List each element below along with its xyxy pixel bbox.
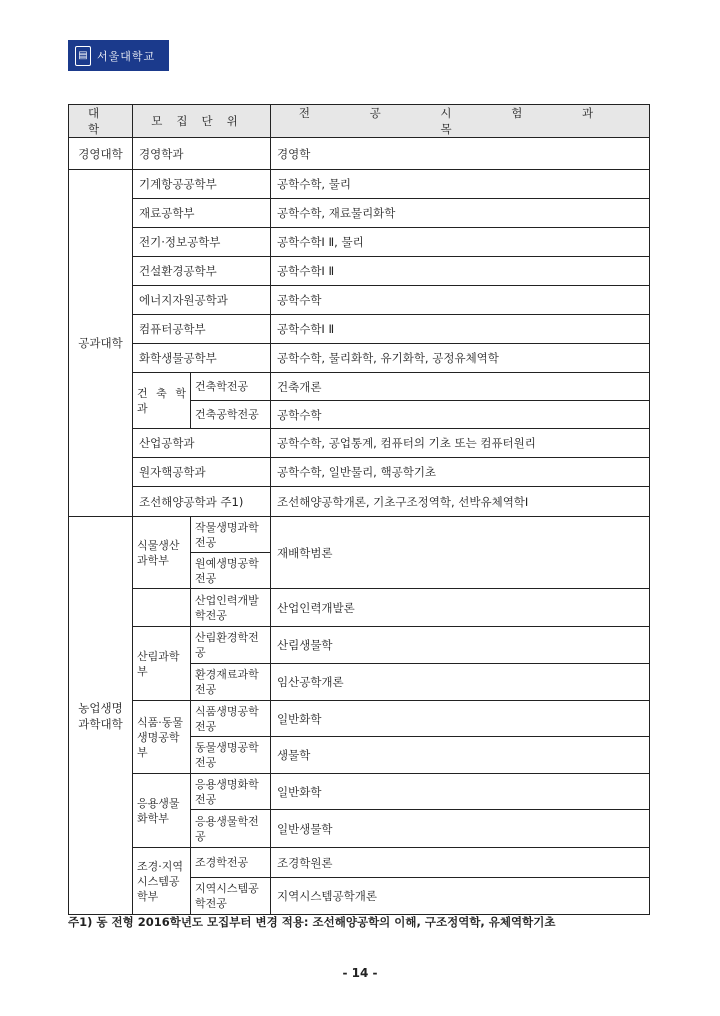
- subjects-cell: 공학수학, 물리화학, 유기화학, 공정유체역학: [271, 344, 650, 373]
- subjects-cell: 임산공학개론: [271, 664, 650, 701]
- college-cell: 경영대학: [69, 138, 133, 170]
- unit-cell: 작물생명과학전공: [191, 517, 271, 553]
- table-row: [69, 848, 650, 878]
- unit-cell: 건축학전공: [191, 373, 271, 401]
- unit-cell: 조선해양공학과 주1): [133, 487, 271, 517]
- unit-cell: 경영학과: [133, 138, 271, 170]
- unit-cell: 재료공학부: [133, 199, 271, 228]
- table-row: [69, 429, 650, 458]
- unit-cell: 산업인력개발학전공: [191, 589, 271, 627]
- subjects-cell: 재배학범론: [271, 517, 650, 589]
- university-logo: [68, 40, 169, 71]
- unit-cell: 전기·정보공학부: [133, 228, 271, 257]
- unit-cell: 건설환경공학부: [133, 257, 271, 286]
- unit-cell: 에너지자원공학과: [133, 286, 271, 315]
- table-row: [69, 517, 650, 553]
- dept-cell: 산림과학부: [133, 627, 191, 701]
- unit-cell: 원자핵공학과: [133, 458, 271, 487]
- subjects-cell: 공학수학Ⅰ Ⅱ: [271, 315, 650, 344]
- subjects-cell: 경영학: [271, 138, 650, 170]
- university-emblem-icon: ▤: [75, 46, 91, 66]
- unit-cell: 조경학전공: [191, 848, 271, 878]
- dept-cell: 식물생산과학부: [133, 517, 191, 589]
- table-row: [69, 627, 650, 664]
- unit-cell: 환경재료과학전공: [191, 664, 271, 701]
- header-college: 대 학: [69, 105, 133, 138]
- table-row: [69, 199, 650, 228]
- unit-cell: 동물생명공학전공: [191, 737, 271, 774]
- table-row: [69, 257, 650, 286]
- college-cell: 농업생명과학대학: [69, 517, 133, 915]
- subjects-cell: 공학수학, 물리: [271, 170, 650, 199]
- subjects-cell: 조선해양공학개론, 기초구조정역학, 선박유체역학Ⅰ: [271, 487, 650, 517]
- unit-cell: 건축공학전공: [191, 401, 271, 429]
- unit-cell: 산업공학과: [133, 429, 271, 458]
- footnote: 주1) 동 전형 2016학년도 모집부터 변경 적용: 조선해양공학의 이해, 구조정역학, 유체역학기초: [68, 915, 556, 929]
- logo-text: 서울대학교: [97, 49, 156, 63]
- subjects-cell: 공학수학: [271, 401, 650, 429]
- subjects-cell: 공학수학, 공업통계, 컴퓨터의 기초 또는 컴퓨터원리: [271, 429, 650, 458]
- table-row: [69, 373, 650, 401]
- unit-cell: 컴퓨터공학부: [133, 315, 271, 344]
- table-row: [69, 344, 650, 373]
- unit-cell: 산림환경학전공: [191, 627, 271, 664]
- subjects-cell: 생물학: [271, 737, 650, 774]
- subjects-cell: 조경학원론: [271, 848, 650, 878]
- dept-cell: 건 축 학 과: [133, 373, 191, 429]
- header-unit: 모집단위: [133, 105, 271, 138]
- table-row: [69, 228, 650, 257]
- subjects-cell: 공학수학Ⅰ Ⅱ: [271, 257, 650, 286]
- table-header-row: [69, 105, 650, 138]
- table-row: [69, 170, 650, 199]
- unit-cell: 화학생물공학부: [133, 344, 271, 373]
- dept-cell: 조경·지역시스템공학부: [133, 848, 191, 915]
- unit-cell: 응용생물학전공: [191, 810, 271, 848]
- table-row: [69, 315, 650, 344]
- subjects-cell: 일반화학: [271, 701, 650, 737]
- subjects-cell: 일반생물학: [271, 810, 650, 848]
- header-subjects: 전 공 시 험 과 목: [271, 105, 650, 138]
- unit-cell: 식품생명공학전공: [191, 701, 271, 737]
- unit-cell: 기계항공공학부: [133, 170, 271, 199]
- unit-cell: 지역시스템공학전공: [191, 878, 271, 915]
- subjects-cell: 공학수학: [271, 286, 650, 315]
- unit-cell: 응용생명화학전공: [191, 774, 271, 810]
- table-row: [69, 701, 650, 737]
- subjects-cell: 건축개론: [271, 373, 650, 401]
- subjects-cell: 공학수학, 재료물리화학: [271, 199, 650, 228]
- page-number: - 14 -: [342, 966, 378, 980]
- subjects-cell: 일반화학: [271, 774, 650, 810]
- table-row: [69, 774, 650, 810]
- unit-cell: 원예생명공학전공: [191, 553, 271, 589]
- college-cell: 공과대학: [69, 170, 133, 517]
- subjects-cell: 산업인력개발론: [271, 589, 650, 627]
- exam-subjects-table: [68, 104, 650, 915]
- dept-cell: 응용생물화학부: [133, 774, 191, 848]
- table-row: [69, 458, 650, 487]
- subjects-cell: 공학수학, 일반물리, 핵공학기초: [271, 458, 650, 487]
- table-row: [69, 138, 650, 170]
- subjects-cell: 지역시스템공학개론: [271, 878, 650, 915]
- table-row: [69, 286, 650, 315]
- subjects-cell: 공학수학Ⅰ Ⅱ, 물리: [271, 228, 650, 257]
- subjects-cell: 산림생물학: [271, 627, 650, 664]
- table-row: [69, 589, 650, 627]
- table-row: [69, 487, 650, 517]
- empty-cell: [133, 589, 191, 627]
- dept-cell: 식품·동물생명공학부: [133, 701, 191, 774]
